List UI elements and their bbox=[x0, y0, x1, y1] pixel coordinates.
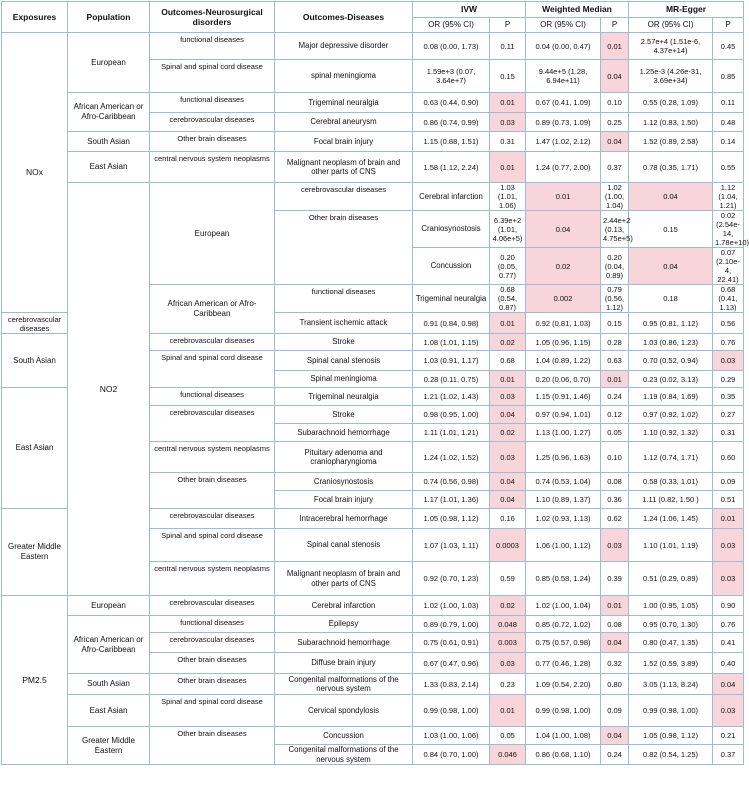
ivw-p-cell: 0.01 bbox=[490, 695, 526, 727]
egger-or-cell: 1.05 (0.98, 1.12) bbox=[629, 727, 713, 745]
wm-p-cell: 0.32 bbox=[601, 653, 629, 674]
table-row bbox=[2, 93, 744, 113]
ivw-or-cell: 1.05 (0.98, 1.12) bbox=[413, 509, 490, 529]
neurosurgical-disorder-cell: cerebrovascular diseases bbox=[2, 313, 68, 334]
ivw-p-cell: 0.03 bbox=[490, 442, 526, 473]
ivw-header: IVW bbox=[413, 2, 526, 18]
wm-or-header: OR (95% CI) bbox=[526, 18, 601, 33]
wm-or-cell: 1.02 (1.00, 1.04) bbox=[526, 596, 601, 616]
disease-cell: Trigeminal neuralgia bbox=[275, 388, 413, 406]
ivw-p-cell: 0.01 bbox=[490, 93, 526, 113]
egger-or-cell: 0.58 (0.33, 1.01) bbox=[629, 473, 713, 491]
wm-or-cell: 1.06 (1.00, 1.12) bbox=[526, 529, 601, 562]
neurosurgical-disorder-cell: cerebrovascular diseases bbox=[150, 633, 275, 653]
wm-or-cell: 0.99 (0.98, 1.00) bbox=[526, 695, 601, 727]
population-cell: South Asian bbox=[2, 334, 68, 388]
ivw-p-cell: 0.11 bbox=[490, 33, 526, 60]
table-row bbox=[2, 616, 744, 633]
wm-p-cell: 0.04 bbox=[629, 183, 713, 211]
neurosurgical-disorder-cell: Spinal and spinal cord disease bbox=[150, 60, 275, 93]
disease-cell: Trigeminal neuralgia bbox=[275, 93, 413, 113]
ivw-or-cell: 0.89 (0.79, 1.00) bbox=[413, 616, 490, 633]
population-cell: South Asian bbox=[68, 674, 150, 695]
population-cell: South Asian bbox=[68, 132, 150, 152]
ivw-or-cell: 0.28 (0.11, 0.75) bbox=[413, 371, 490, 388]
wm-or-cell: 1.13 (1.00, 1.27) bbox=[526, 424, 601, 442]
neurosurgical-disorder-cell: functional diseases bbox=[150, 616, 275, 633]
disease-cell: Subarachnoid hemorrhage bbox=[275, 424, 413, 442]
wm-or-cell: 1.09 (0.54, 2.20) bbox=[526, 674, 601, 695]
wm-p-cell: 0.80 bbox=[601, 674, 629, 695]
wm-p-cell: 0.15 bbox=[601, 313, 629, 334]
wm-or-cell: 1.04 (1.00, 1.08) bbox=[526, 727, 601, 745]
neurosurgical-disorder-cell: Spinal and spinal cord disease bbox=[150, 529, 275, 562]
wm-or-cell: 0.20 (0.06, 0.70) bbox=[526, 371, 601, 388]
wm-p-header: P bbox=[601, 18, 629, 33]
ivw-or-cell: 1.07 (1.03, 1.11) bbox=[413, 529, 490, 562]
wm-or-cell: 1.25 (0.96, 1.63) bbox=[526, 442, 601, 473]
ivw-p-cell: 0.23 bbox=[490, 674, 526, 695]
wm-p-cell: 0.15 bbox=[629, 211, 713, 248]
wm-or-cell: 0.85 (0.72, 1.02) bbox=[526, 616, 601, 633]
wm-p-cell: 0.01 bbox=[601, 33, 629, 60]
ivw-or-cell: 1.24 (1.02, 1.52) bbox=[413, 442, 490, 473]
ivw-p-cell: 0.03 bbox=[490, 113, 526, 132]
population-cell: African American or Afro-Caribbean bbox=[68, 616, 150, 674]
ivw-p-cell: 0.15 bbox=[490, 60, 526, 93]
ivw-or-cell: 0.68 (0.54, 0.87) bbox=[490, 285, 526, 313]
egger-p-cell: 0.03 bbox=[713, 529, 744, 562]
ivw-p-cell: 0.01 bbox=[526, 183, 601, 211]
ivw-or-cell: 0.74 (0.56, 0.98) bbox=[413, 473, 490, 491]
ivw-p-cell: 0.01 bbox=[490, 152, 526, 183]
ivw-p-cell: 0.048 bbox=[490, 616, 526, 633]
neurosurgical-disorder-cell: functional diseases bbox=[150, 33, 275, 60]
egger-or-cell: 2.57e+4 (1.51e-6, 4.37e+14) bbox=[629, 33, 713, 60]
wm-p-cell: 0.04 bbox=[629, 248, 713, 285]
neurosurgical-disorder-cell: Other brain diseases bbox=[150, 727, 275, 765]
neurosurgical-disorder-cell: cerebrovascular diseases bbox=[150, 113, 275, 132]
neurosurgical-disorder-cell: Spinal and spinal cord disease bbox=[150, 695, 275, 727]
ivw-p-cell: 0.0003 bbox=[490, 529, 526, 562]
disease-cell: Malignant neoplasm of brain and other parts of CNS bbox=[275, 152, 413, 183]
ivw-or-cell: 6.39e+2 (1.01, 4.06e+5) bbox=[490, 211, 526, 248]
disease-cell: Trigeminal neuralgia bbox=[413, 285, 490, 313]
neurosurgical-disorder-cell: central nervous system neoplasms bbox=[150, 152, 275, 183]
ivw-or-cell: 1.11 (1.01, 1.21) bbox=[413, 424, 490, 442]
wm-or-cell: 0.92 (0.81, 1.03) bbox=[526, 313, 601, 334]
egger-or-cell: 1.10 (1.01, 1.19) bbox=[629, 529, 713, 562]
ivw-or-cell: 1.15 (0.88, 1.51) bbox=[413, 132, 490, 152]
exposure-cell: NOx bbox=[2, 33, 68, 313]
egger-p-cell: 0.11 bbox=[713, 93, 744, 113]
exposure-cell: PM2.5 bbox=[2, 596, 68, 765]
egger-or-cell: 0.95 (0.70, 1.30) bbox=[629, 616, 713, 633]
neurosurgical-disorder-cell: cerebrovascular diseases bbox=[275, 183, 413, 211]
disease-cell: Stroke bbox=[275, 334, 413, 351]
population-cell: East Asian bbox=[2, 388, 68, 509]
disease-cell: Focal brain injury bbox=[275, 491, 413, 509]
ivw-p-cell: 0.003 bbox=[490, 633, 526, 653]
ivw-p-cell: 0.002 bbox=[526, 285, 601, 313]
ivw-p-cell: 0.31 bbox=[490, 132, 526, 152]
table-row bbox=[2, 152, 744, 183]
ivw-or-cell: 1.08 (1.01, 1.15) bbox=[413, 334, 490, 351]
wm-p-cell: 0.28 bbox=[601, 334, 629, 351]
wm-p-cell: 0.01 bbox=[601, 596, 629, 616]
ivw-p-cell: 0.05 bbox=[490, 727, 526, 745]
ivw-or-cell: 0.67 (0.47, 0.96) bbox=[413, 653, 490, 674]
egger-or-cell: 0.82 (0.54, 1.25) bbox=[629, 745, 713, 765]
disease-cell: Congenital malformations of the nervous system bbox=[275, 745, 413, 765]
wm-p-cell: 0.18 bbox=[629, 285, 713, 313]
ivw-p-cell: 0.03 bbox=[490, 653, 526, 674]
disease-cell: Major depressive disorder bbox=[275, 33, 413, 60]
egger-p-cell: 0.40 bbox=[713, 653, 744, 674]
egger-p-cell: 0.01 bbox=[713, 509, 744, 529]
egger-p-cell: 0.03 bbox=[713, 695, 744, 727]
wm-or-cell: 0.04 (0.00, 0.47) bbox=[526, 33, 601, 60]
population-cell: European bbox=[150, 183, 275, 285]
wm-p-cell: 0.24 bbox=[601, 388, 629, 406]
ivw-p-cell: 0.02 bbox=[526, 248, 601, 285]
disease-cell: Transient ischemic attack bbox=[275, 313, 413, 334]
disease-cell: Concussion bbox=[413, 248, 490, 285]
wm-p-cell: 0.04 bbox=[601, 60, 629, 93]
neurosurgical-disorder-cell: cerebrovascular diseases bbox=[150, 334, 275, 351]
disease-cell: Congenital malformations of the nervous system bbox=[275, 674, 413, 695]
table-row bbox=[2, 183, 744, 211]
wm-p-cell: 0.25 bbox=[601, 113, 629, 132]
wm-p-cell: 0.04 bbox=[601, 633, 629, 653]
egger-or-cell: 0.97 (0.92, 1.02) bbox=[629, 406, 713, 424]
ivw-p-cell: 0.01 bbox=[490, 371, 526, 388]
ivw-or-cell: 0.86 (0.74, 0.99) bbox=[413, 113, 490, 132]
ivw-or-cell: 1.02 (1.00, 1.03) bbox=[413, 596, 490, 616]
population-cell: African American or Afro-Caribbean bbox=[150, 285, 275, 334]
wm-p-cell: 0.10 bbox=[601, 442, 629, 473]
disease-cell: Craniosynostosis bbox=[275, 473, 413, 491]
table-row bbox=[2, 33, 744, 60]
egger-or-cell: 0.51 (0.29, 0.89) bbox=[629, 562, 713, 596]
ivw-or-cell: 1.03 (0.91, 1.17) bbox=[413, 351, 490, 371]
results-table bbox=[1, 1, 749, 765]
neurosurgical-disorder-cell: Other brain diseases bbox=[150, 132, 275, 152]
neurosurgical-disorder-cell: functional diseases bbox=[275, 285, 413, 313]
egger-or-cell: 1.19 (0.84, 1.69) bbox=[629, 388, 713, 406]
ivw-p-cell: 0.04 bbox=[526, 211, 601, 248]
ivw-or-cell: 0.75 (0.61, 0.91) bbox=[413, 633, 490, 653]
egger-p-cell: 0.48 bbox=[713, 113, 744, 132]
wm-or-cell: 1.47 (1.02, 2.12) bbox=[526, 132, 601, 152]
egger-or-cell: 0.70 (0.52, 0.94) bbox=[629, 351, 713, 371]
ivw-or-cell: 1.59e+3 (0.07, 3.64e+7) bbox=[413, 60, 490, 93]
wm-p-cell: 0.04 bbox=[601, 132, 629, 152]
wm-or-cell: 9.44e+5 (1.28, 6.94e+11) bbox=[526, 60, 601, 93]
neurosurgical-disorder-cell: cerebrovascular diseases bbox=[150, 596, 275, 616]
egger-p-cell: 0.03 bbox=[713, 562, 744, 596]
ivw-or-cell: 0.98 (0.95, 1.00) bbox=[413, 406, 490, 424]
egger-p-cell: 0.09 bbox=[713, 473, 744, 491]
ivw-or-cell: 1.03 (1.01, 1.06) bbox=[490, 183, 526, 211]
ivw-p-cell: 0.046 bbox=[490, 745, 526, 765]
egger-p-cell: 0.56 bbox=[713, 313, 744, 334]
table-row bbox=[2, 596, 744, 616]
neurosurgical-disorder-cell: cerebrovascular diseases bbox=[150, 406, 275, 442]
egger-p-cell: 0.85 bbox=[713, 60, 744, 93]
neurosurgical-disorder-cell: Spinal and spinal cord disease bbox=[150, 351, 275, 388]
neurosurgical-disorder-cell: central nervous system neoplasms bbox=[150, 442, 275, 473]
wm-or-cell: 0.77 (0.46, 1.28) bbox=[526, 653, 601, 674]
wm-p-cell: 0.08 bbox=[601, 473, 629, 491]
egger-p-cell: 0.41 bbox=[713, 633, 744, 653]
disease-cell: Cerebral infarction bbox=[413, 183, 490, 211]
disease-cell: Intracerebral hemorrhage bbox=[275, 509, 413, 529]
wm-p-cell: 0.01 bbox=[601, 371, 629, 388]
wm-p-cell: 0.63 bbox=[601, 351, 629, 371]
egger-or-cell: 1.10 (0.92, 1.32) bbox=[629, 424, 713, 442]
egger-p-cell: 0.51 bbox=[713, 491, 744, 509]
ivw-or-cell: 0.63 (0.44, 0.90) bbox=[413, 93, 490, 113]
neurosurgical-disorders-header: Outcomes-Neurosurgical disorders bbox=[150, 2, 275, 33]
table-row bbox=[2, 674, 744, 695]
wm-p-cell: 0.10 bbox=[601, 93, 629, 113]
wm-p-cell: 0.05 bbox=[601, 424, 629, 442]
disease-cell: Pituitary adenoma and craniopharyngioma bbox=[275, 442, 413, 473]
egger-or-cell: 1.03 (0.86, 1.23) bbox=[629, 334, 713, 351]
neurosurgical-disorder-cell: cerebrovascular diseases bbox=[150, 509, 275, 529]
egger-p-cell: 0.60 bbox=[713, 442, 744, 473]
wm-or-cell: 2.44e+2 (0.13, 4.75e+5) bbox=[601, 211, 629, 248]
egger-or-cell: 1.11 (0.82, 1.50 ) bbox=[629, 491, 713, 509]
ivw-or-cell: 1.58 (1.12, 2.24) bbox=[413, 152, 490, 183]
ivw-or-cell: 0.91 (0.84, 0.98) bbox=[413, 313, 490, 334]
ivw-p-header: P bbox=[490, 18, 526, 33]
exposure-cell: NO2 bbox=[68, 183, 150, 596]
disease-cell: Spinal canal stenosis bbox=[275, 529, 413, 562]
wm-p-cell: 0.08 bbox=[601, 616, 629, 633]
egger-p-cell: 0.21 bbox=[713, 727, 744, 745]
disease-cell: Craniosynostosis bbox=[413, 211, 490, 248]
neurosurgical-disorder-cell: functional diseases bbox=[150, 388, 275, 406]
egger-or-cell: 1.12 (0.74, 1.71) bbox=[629, 442, 713, 473]
disease-cell: Cervical spondylosis bbox=[275, 695, 413, 727]
egger-p-cell: 0.37 bbox=[713, 745, 744, 765]
egger-or-cell: 0.95 (0.81, 1.12) bbox=[629, 313, 713, 334]
wm-or-cell: 0.20 (0.04, 0.89) bbox=[601, 248, 629, 285]
egger-or-cell: 1.00 (0.95, 1.05) bbox=[629, 596, 713, 616]
population-cell: Greater Middle Eastern bbox=[2, 509, 68, 596]
egger-p-cell: 0.55 bbox=[713, 152, 744, 183]
ivw-or-cell: 1.17 (1.01, 1.36) bbox=[413, 491, 490, 509]
ivw-or-header: OR (95% CI) bbox=[413, 18, 490, 33]
egger-or-cell: 1.52 (0.89, 2.58) bbox=[629, 132, 713, 152]
table-row bbox=[2, 695, 744, 727]
disease-cell: Concussion bbox=[275, 727, 413, 745]
ivw-p-cell: 0.02 bbox=[490, 334, 526, 351]
disease-cell: spinal meningioma bbox=[275, 60, 413, 93]
egger-or-cell: 1.12 (1.04, 1.21) bbox=[713, 183, 744, 211]
disease-cell: Spinal meningioma bbox=[275, 371, 413, 388]
mr-egger-header: MR-Egger bbox=[629, 2, 744, 18]
disease-cell: Subarachnoid hemorrhage bbox=[275, 633, 413, 653]
diseases-header: Outcomes-Diseases bbox=[275, 2, 413, 33]
ivw-p-cell: 0.16 bbox=[490, 509, 526, 529]
egger-p-header: P bbox=[713, 18, 744, 33]
ivw-p-cell: 0.04 bbox=[490, 406, 526, 424]
wm-or-cell: 0.79 (0.56, 1.12) bbox=[601, 285, 629, 313]
egger-or-cell: 1.25e-3 (4.26e-31, 3.69e+34) bbox=[629, 60, 713, 93]
egger-or-cell: 3.05 (1.13, 8.24) bbox=[629, 674, 713, 695]
ivw-or-cell: 1.21 (1.02, 1.43) bbox=[413, 388, 490, 406]
ivw-or-cell: 0.84 (0.70, 1.00) bbox=[413, 745, 490, 765]
wm-p-cell: 0.12 bbox=[601, 406, 629, 424]
wm-or-cell: 1.24 (0.77, 2.00) bbox=[526, 152, 601, 183]
neurosurgical-disorder-cell: Other brain diseases bbox=[150, 674, 275, 695]
ivw-or-cell: 0.08 (0.00, 1.73) bbox=[413, 33, 490, 60]
neurosurgical-disorder-cell: central nervous system neoplasms bbox=[150, 562, 275, 596]
population-cell: European bbox=[68, 33, 150, 93]
disease-cell: Cerebral aneurysm bbox=[275, 113, 413, 132]
egger-or-cell: 0.68 (0.41, 1.13) bbox=[713, 285, 744, 313]
egger-or-header: OR (95% CI) bbox=[629, 18, 713, 33]
ivw-or-cell: 1.33 (0.83, 2.14) bbox=[413, 674, 490, 695]
wm-or-cell: 0.85 (0.58, 1.24) bbox=[526, 562, 601, 596]
egger-p-cell: 0.76 bbox=[713, 616, 744, 633]
neurosurgical-disorder-cell: functional diseases bbox=[150, 93, 275, 113]
wm-p-cell: 0.03 bbox=[601, 529, 629, 562]
wm-or-cell: 0.89 (0.73, 1.09) bbox=[526, 113, 601, 132]
population-cell: East Asian bbox=[68, 152, 150, 183]
ivw-p-cell: 0.03 bbox=[490, 388, 526, 406]
neurosurgical-disorder-cell: Other brain diseases bbox=[150, 473, 275, 509]
egger-p-cell: 0.03 bbox=[713, 351, 744, 371]
egger-or-cell: 0.07 (2.10e-4, 22.41) bbox=[713, 248, 744, 285]
weighted-median-header: Weighted Median bbox=[526, 2, 629, 18]
egger-p-cell: 0.35 bbox=[713, 388, 744, 406]
exposures-header: Exposures bbox=[2, 2, 68, 33]
ivw-or-cell: 0.20 (0.05, 0.77) bbox=[490, 248, 526, 285]
wm-p-cell: 0.62 bbox=[601, 509, 629, 529]
neurosurgical-disorder-cell: Other brain diseases bbox=[150, 653, 275, 674]
disease-cell: Cerebral infarction bbox=[275, 596, 413, 616]
wm-or-cell: 0.75 (0.57, 0.98) bbox=[526, 633, 601, 653]
wm-p-cell: 0.24 bbox=[601, 745, 629, 765]
population-cell: African American or Afro-Caribbean bbox=[68, 93, 150, 132]
ivw-p-cell: 0.01 bbox=[490, 313, 526, 334]
ivw-or-cell: 1.03 (1.00, 1.06) bbox=[413, 727, 490, 745]
egger-or-cell: 0.23 (0.02, 3.13) bbox=[629, 371, 713, 388]
disease-cell: Diffuse brain injury bbox=[275, 653, 413, 674]
population-cell: East Asian bbox=[68, 695, 150, 727]
egger-p-cell: 0.04 bbox=[713, 674, 744, 695]
ivw-or-cell: 0.92 (0.70, 1.23) bbox=[413, 562, 490, 596]
ivw-p-cell: 0.04 bbox=[490, 473, 526, 491]
table-row bbox=[2, 132, 744, 152]
ivw-p-cell: 0.59 bbox=[490, 562, 526, 596]
egger-p-cell: 0.14 bbox=[713, 132, 744, 152]
population-cell: European bbox=[68, 596, 150, 616]
egger-p-cell: 0.29 bbox=[713, 371, 744, 388]
ivw-p-cell: 0.02 bbox=[490, 424, 526, 442]
neurosurgical-disorder-cell: Other brain diseases bbox=[275, 211, 413, 285]
wm-or-cell: 0.86 (0.68, 1.10) bbox=[526, 745, 601, 765]
ivw-p-cell: 0.02 bbox=[490, 596, 526, 616]
population-header: Population bbox=[68, 2, 150, 33]
wm-p-cell: 0.09 bbox=[601, 695, 629, 727]
disease-cell: Stroke bbox=[275, 406, 413, 424]
wm-or-cell: 0.67 (0.41, 1.09) bbox=[526, 93, 601, 113]
disease-cell: Spinal canal stenosis bbox=[275, 351, 413, 371]
wm-or-cell: 1.02 (1.00, 1.04) bbox=[601, 183, 629, 211]
egger-or-cell: 1.24 (1.06, 1.45) bbox=[629, 509, 713, 529]
egger-or-cell: 0.78 (0.35, 1.71) bbox=[629, 152, 713, 183]
wm-or-cell: 0.74 (0.53, 1.04) bbox=[526, 473, 601, 491]
wm-p-cell: 0.39 bbox=[601, 562, 629, 596]
disease-cell: Epilepsy bbox=[275, 616, 413, 633]
egger-or-cell: 0.80 (0.47, 1.35) bbox=[629, 633, 713, 653]
wm-or-cell: 1.15 (0.91, 1.46) bbox=[526, 388, 601, 406]
wm-or-cell: 0.97 (0.94, 1.01) bbox=[526, 406, 601, 424]
egger-p-cell: 0.27 bbox=[713, 406, 744, 424]
wm-or-cell: 1.10 (0.89, 1.37) bbox=[526, 491, 601, 509]
wm-or-cell: 1.02 (0.93, 1.13) bbox=[526, 509, 601, 529]
disease-cell: Focal brain injury bbox=[275, 132, 413, 152]
egger-or-cell: 1.12 (0.83, 1.50) bbox=[629, 113, 713, 132]
egger-p-cell: 0.45 bbox=[713, 33, 744, 60]
ivw-or-cell: 0.99 (0.98, 1.00) bbox=[413, 695, 490, 727]
egger-or-cell: 0.55 (0.28, 1.09) bbox=[629, 93, 713, 113]
disease-cell: Malignant neoplasm of brain and other parts of CNS bbox=[275, 562, 413, 596]
wm-p-cell: 0.04 bbox=[601, 727, 629, 745]
wm-p-cell: 0.36 bbox=[601, 491, 629, 509]
wm-or-cell: 1.04 (0.89, 1.22) bbox=[526, 351, 601, 371]
ivw-p-cell: 0.68 bbox=[490, 351, 526, 371]
ivw-p-cell: 0.04 bbox=[490, 491, 526, 509]
wm-or-cell: 1.05 (0.96, 1.15) bbox=[526, 334, 601, 351]
table-body bbox=[2, 33, 749, 765]
egger-p-cell: 0.90 bbox=[713, 596, 744, 616]
population-cell: Greater Middle Eastern bbox=[68, 727, 150, 765]
egger-or-cell: 0.02 (2.54e-14, 1.78e+10) bbox=[713, 211, 744, 248]
egger-or-cell: 0.99 (0.98, 1.00) bbox=[629, 695, 713, 727]
egger-p-cell: 0.76 bbox=[713, 334, 744, 351]
table-row bbox=[2, 727, 744, 745]
wm-p-cell: 0.37 bbox=[601, 152, 629, 183]
egger-p-cell: 0.31 bbox=[713, 424, 744, 442]
egger-or-cell: 1.52 (0.59, 3.89) bbox=[629, 653, 713, 674]
